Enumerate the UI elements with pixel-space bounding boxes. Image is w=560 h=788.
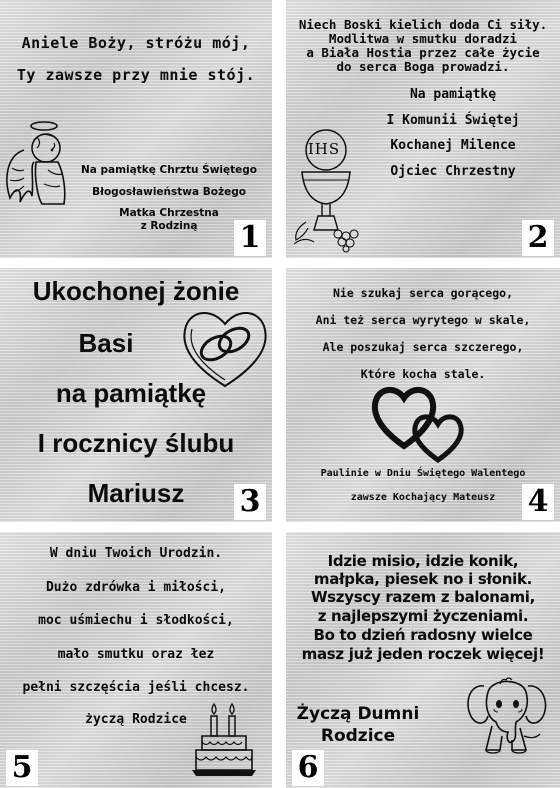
plate-3	[0, 268, 272, 522]
signature-line: Życzą Dumni	[296, 704, 420, 724]
dedication-line: Kochanej Milence	[390, 138, 516, 153]
verse-line: Niech Boski kielich doda Ci siły.	[298, 17, 548, 32]
dedication-line: zawsze Kochający Mateusz	[350, 492, 496, 503]
line: Mariusz	[87, 478, 185, 508]
dedication-line: Błogosławieństwa Bożego	[92, 186, 246, 198]
dedication-line: Paulinie w Dniu Świętego Walentego	[320, 468, 526, 479]
verse-line: życzą Rodzice	[85, 712, 187, 727]
plate-4	[286, 268, 560, 522]
dedication-line: Na pamiątkę Chrztu Świętego	[80, 164, 257, 176]
dedication-line: z Rodziną	[140, 220, 198, 232]
host-monogram: IHS	[307, 140, 341, 158]
angel-icon	[4, 118, 70, 210]
birthday-cake-icon	[192, 700, 256, 780]
plate-number: 6	[292, 750, 324, 786]
line: I rocznicy ślubu	[37, 428, 235, 458]
double-heart-icon	[370, 382, 470, 462]
line: na pamiątkę	[55, 378, 207, 408]
plate-number: 3	[234, 484, 266, 520]
verse-line: Które kocha stale.	[360, 367, 486, 381]
verse-line: Ale poszukaj serca szczerego,	[322, 340, 524, 354]
verse-line: Ty zawsze przy mnie stój.	[16, 66, 256, 84]
verse-line: W dniu Twoich Urodzin.	[49, 546, 223, 561]
verse-line: do serca Boga prowadzi.	[336, 59, 510, 74]
plate-number: 1	[234, 220, 266, 256]
verse-line: z najlepszymi życzeniami.	[317, 607, 529, 625]
verse-line: a Biała Hostia przez całe życie	[306, 45, 540, 60]
dedication-line: Matka Chrzestna	[119, 207, 219, 219]
plate-6	[286, 532, 560, 788]
verse-line: Nie szukaj serca gorącego,	[332, 286, 513, 300]
verse-line: małpka, piesek no i słonik.	[313, 570, 533, 588]
plate-2	[286, 0, 560, 258]
verse-line: pełni szczęścia jeśli chcesz.	[22, 680, 250, 695]
elephant-icon	[462, 676, 552, 756]
verse-line: Ani też serca wyrytego w skale,	[315, 313, 531, 327]
dedication-line: Ojciec Chrzestny	[390, 164, 516, 179]
dedication-line: I Komunii Świętej	[386, 113, 520, 128]
verse-line: Dużo zdrówka i miłości,	[45, 580, 226, 595]
plate-1	[0, 0, 272, 258]
plate-5	[0, 532, 272, 788]
verse-line: moc uśmiechu i słodkości,	[38, 613, 234, 628]
plate-number: 2	[522, 220, 554, 256]
signature-line: Rodzice	[320, 726, 396, 746]
verse-line: Idzie misio, idzie konik,	[327, 552, 519, 570]
verse-line: mało smutku oraz łez	[57, 647, 215, 662]
verse-line: Modlitwa w smutku doradzi	[328, 31, 518, 46]
verse-line: Wszyscy razem z balonami,	[310, 588, 536, 606]
verse-line: Bo to dzień radosny wielce	[313, 626, 533, 644]
plate-number: 4	[522, 484, 554, 520]
verse-line: Aniele Boży, stróżu mój,	[21, 34, 251, 52]
plate-number: 5	[6, 750, 38, 786]
line: Basi	[78, 328, 134, 358]
verse-line: masz już jeden roczek więcej!	[301, 645, 545, 663]
line: Ukochonej żonie	[32, 276, 240, 306]
dedication-line: Na pamiątkę	[409, 87, 497, 102]
